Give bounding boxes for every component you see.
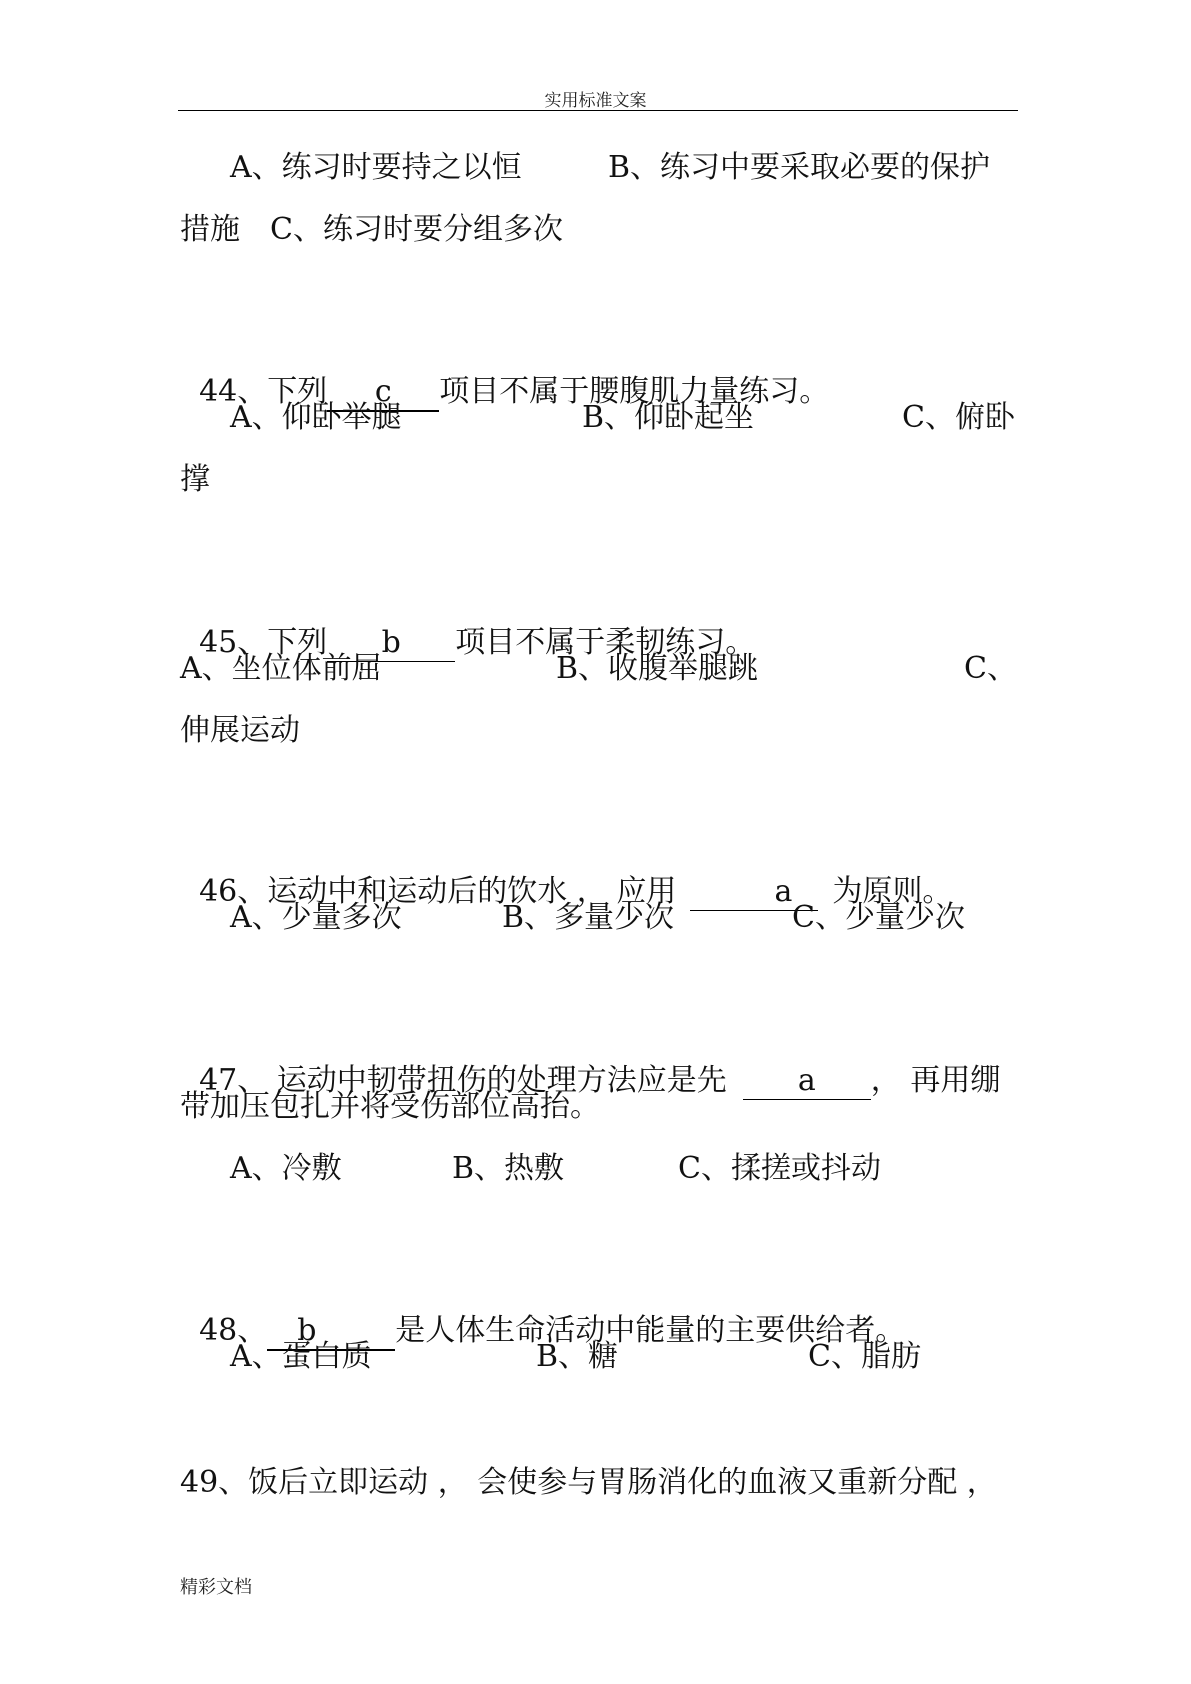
q47-option-a: A、冷敷 xyxy=(230,1151,342,1186)
q45-option-b: B、收腹举腿跳 xyxy=(556,651,759,686)
q48-option-a: A、蛋白质 xyxy=(230,1339,372,1374)
q45-prefix: 45、下列 xyxy=(199,625,328,660)
q44-option-b: B、仰卧起坐 xyxy=(582,400,755,435)
page-footer: 精彩文档 xyxy=(180,1577,252,1598)
q47-option-b: B、热敷 xyxy=(452,1151,565,1186)
q47-stem-cont: 带加压包扎并将受伤部位高抬。 xyxy=(180,1089,600,1124)
q43-option-b: B、练习中要采取必要的保护 xyxy=(608,150,991,185)
header-divider xyxy=(178,110,1018,111)
q48-answer-blank: b xyxy=(267,1313,395,1351)
q46-option-c: C、少量少次 xyxy=(792,900,965,935)
q46-suffix: 为原则。 xyxy=(832,874,953,909)
q47-suffix: ， 再用绷 xyxy=(870,1063,1001,1098)
q46-option-b: B、多量少次 xyxy=(502,900,675,935)
q47-answer-blank: a xyxy=(743,1063,871,1100)
q43-option-a: A、练习时要持之以恒 xyxy=(230,150,522,185)
q48-option-b: B、糖 xyxy=(536,1339,619,1374)
q43-option-c: 措施 C、练习时要分组多次 xyxy=(180,212,563,247)
q48-prefix: 48、 xyxy=(199,1313,268,1348)
page-header: 实用标准文案 xyxy=(544,91,647,111)
q48-option-c: C、脂肪 xyxy=(808,1339,921,1374)
q44-option-a: A、仰卧举腿 xyxy=(230,400,402,435)
q44-option-c-cont: 撑 xyxy=(180,462,210,497)
q45-option-a: A、坐位体前屈 xyxy=(180,651,382,686)
q44-suffix: 项目不属于腰腹肌力量练习。 xyxy=(439,374,830,409)
q45-answer-blank: b xyxy=(327,625,455,662)
q49-stem: 49、饭后立即运动 ， 会使参与胃肠消化的血液又重新分配 ， xyxy=(180,1465,997,1500)
q45-suffix: 项目不属于柔韧练习。 xyxy=(455,625,756,660)
q46-option-a: A、少量多次 xyxy=(230,900,402,935)
q48-suffix: 是人体生命活动中能量的主要供给者。 xyxy=(395,1313,906,1348)
q47-option-c: C、揉搓或抖动 xyxy=(678,1151,881,1186)
q46-prefix: 46、运动中和运动后的饮水 ， 应用 xyxy=(199,874,677,909)
q44-option-c: C、俯卧 xyxy=(902,400,1015,435)
q46-answer-blank: a xyxy=(690,874,818,911)
q45-option-c-cont: 伸展运动 xyxy=(180,713,300,748)
q45-option-c: C、 xyxy=(964,651,1017,686)
q47-prefix: 47、 运动中韧带扭伤的处理方法应是先 xyxy=(199,1063,727,1098)
q44-answer-blank: c xyxy=(327,374,439,412)
q44-prefix: 44、下列 xyxy=(199,374,328,409)
